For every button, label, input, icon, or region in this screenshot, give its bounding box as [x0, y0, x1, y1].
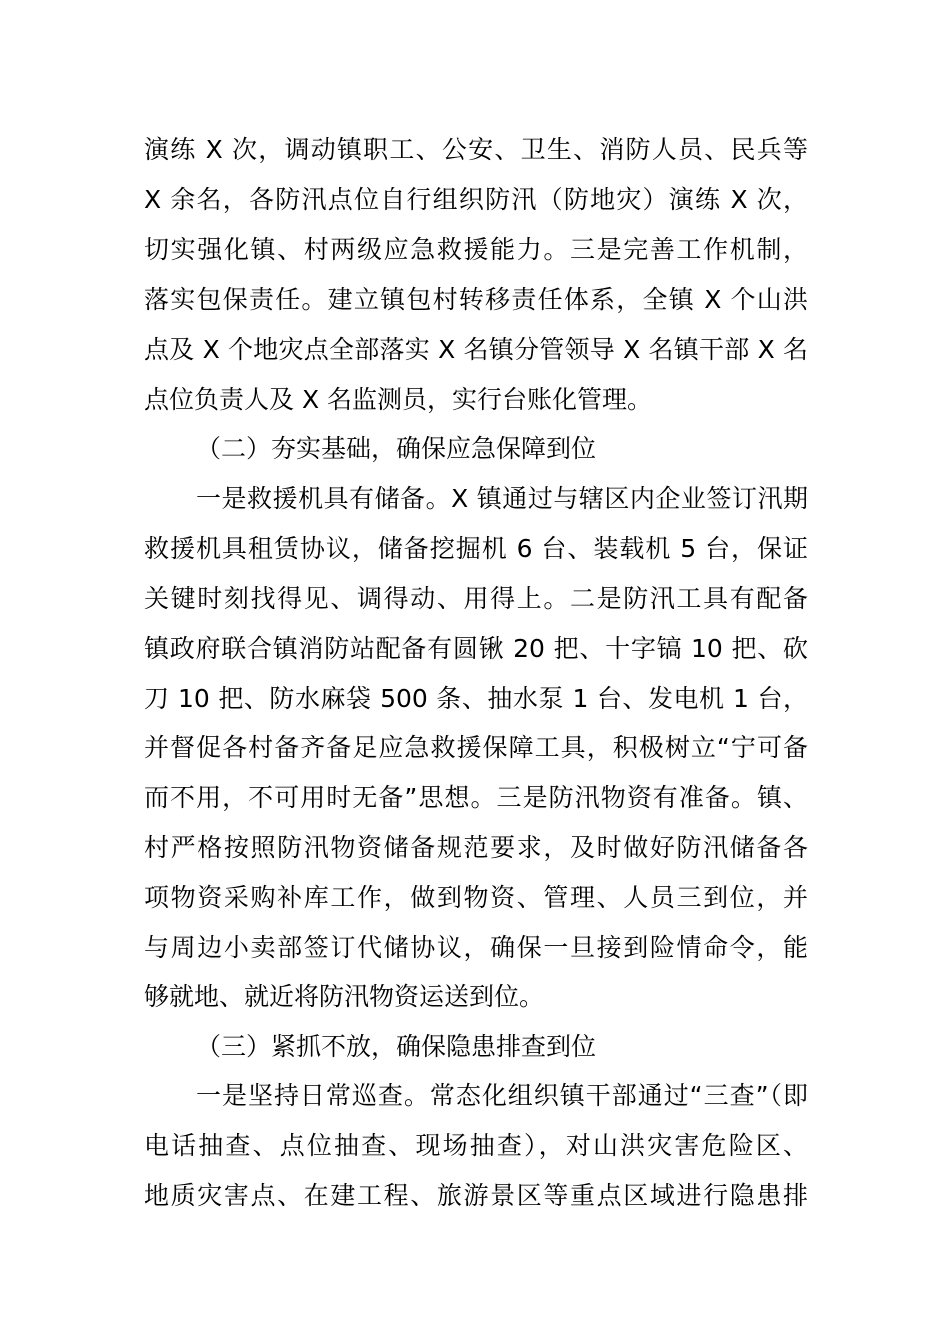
- text-line: 村严格按照防汛物资储备规范要求，及时做好防汛储备各: [144, 833, 808, 862]
- text-line: 关键时刻找得见、调得动、用得上。二是防汛工具有配备: [144, 584, 808, 613]
- text-line: 救援机具租赁协议，储备挖掘机 6 台、装载机 5 台，保证: [144, 534, 808, 563]
- text-line: 点及 X 个地灾点全部落实 X 名镇分管领导 X 名镇干部 X 名: [144, 335, 808, 364]
- text-line: 地质灾害点、在建工程、旅游景区等重点区域进行隐患排: [144, 1181, 808, 1210]
- text-line: 项物资采购补库工作，做到物资、管理、人员三到位，并: [144, 883, 808, 912]
- text-line: 并督促各村备齐备足应急救援保障工具，积极树立“宁可备: [144, 733, 808, 762]
- text-line: 镇政府联合镇消防站配备有圆锹 20 把、十字镐 10 把、砍: [144, 634, 808, 663]
- text-line: 而不用，不可用时无备”思想。三是防汛物资有准备。镇、: [144, 783, 808, 812]
- text-line: 一是救援机具有储备。X 镇通过与辖区内企业签订汛期: [196, 484, 808, 513]
- text-line: 与周边小卖部签订代储协议，确保一旦接到险情命令，能: [144, 933, 808, 962]
- text-line: 电话抽查、点位抽查、现场抽查），对山洪灾害危险区、: [144, 1131, 808, 1160]
- text-line: 切实强化镇、村两级应急救援能力。三是完善工作机制，: [144, 235, 808, 264]
- section-heading-3: （三）紧抓不放，确保隐患排查到位: [196, 1032, 597, 1061]
- text-line: 刀 10 把、防水麻袋 500 条、抽水泵 1 台、发电机 1 台，: [144, 684, 808, 713]
- section-heading-2: （二）夯实基础，确保应急保障到位: [196, 434, 597, 463]
- text-line: 演练 X 次，调动镇职工、公安、卫生、消防人员、民兵等: [144, 135, 808, 164]
- text-line: X 余名，各防汛点位自行组织防汛（防地灾）演练 X 次，: [144, 185, 808, 214]
- text-line: 落实包保责任。建立镇包村转移责任体系，全镇 X 个山洪: [144, 285, 808, 314]
- text-line: 点位负责人及 X 名监测员，实行台账化管理。: [144, 385, 653, 414]
- text-line: 够就地、就近将防汛物资运送到位。: [144, 982, 545, 1011]
- text-line: 一是坚持日常巡查。常态化组织镇干部通过“三查”（即: [196, 1081, 808, 1110]
